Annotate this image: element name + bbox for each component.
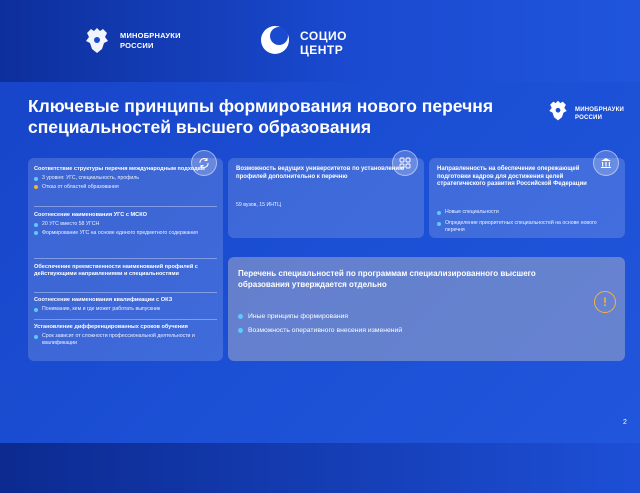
socio-name-line2: ЦЕНТР xyxy=(300,42,344,57)
divider xyxy=(34,319,217,320)
list-item: Определение приоритетных специальностей на основе нового перечня xyxy=(437,220,617,233)
slide-logo-line2: РОССИИ xyxy=(575,114,603,121)
card-title: Направленность на обеспечение опережающей подготовки кадров для достижения целей стратегического развития Российской Федерации xyxy=(437,166,587,187)
double-headed-eagle-icon xyxy=(82,24,112,58)
section-title: Обеспечение преемственности наименований профилей с действующими направлениями и специальностями xyxy=(34,264,198,277)
double-headed-eagle-icon xyxy=(547,98,569,129)
ministry-logo xyxy=(82,24,181,58)
section-okz xyxy=(34,297,219,313)
list-item: Новые специальности xyxy=(437,209,499,216)
list-item: Иные принципы формирования xyxy=(238,313,348,320)
section-title: Соотнесение наименования квалификации с ОКЗ xyxy=(34,297,173,303)
socio-name-line1: СОЦИО xyxy=(300,28,347,43)
ministry-name-line1: МИНОБРНАУКИ xyxy=(120,31,181,40)
list-item: Срок зависит от сложности профессиональной деятельности и квалификации xyxy=(34,333,219,346)
divider xyxy=(34,258,217,259)
section-continuity xyxy=(34,264,219,278)
card-title: Перечень специальностей по программам специализированного высшего образования утверждается отдельно xyxy=(238,269,536,289)
list-item: Отказ от областей образования xyxy=(34,184,219,191)
presentation-slide xyxy=(0,82,640,443)
list-item: Возможность оперативного внесения изменений xyxy=(238,327,402,334)
divider xyxy=(34,206,217,207)
slide-logo-line1: МИНОБРНАУКИ xyxy=(575,106,624,113)
page-number: 2 xyxy=(623,419,627,426)
section-terms xyxy=(34,324,219,346)
specialized-list-card xyxy=(228,257,625,361)
socio-center-logo xyxy=(258,24,347,61)
slide-title: Ключевые принципы формирования нового перечня специальностей высшего образования xyxy=(28,96,494,137)
list-item: 20 УГС вместо 58 УГСН xyxy=(34,221,219,228)
list-item: 3 уровня: УГС, специальность, профиль xyxy=(34,175,219,182)
divider xyxy=(34,292,217,293)
section-isced xyxy=(34,212,219,236)
section-title: Установление дифференцированных сроков обучения xyxy=(34,324,188,330)
principles-card xyxy=(28,158,223,361)
card-title: Возможность ведущих университетов по установлению профилей дополнительно к перечню xyxy=(236,166,405,180)
warning-icon: ! xyxy=(594,291,616,313)
section-title: Соответствие структуры перечня международным подходам xyxy=(34,166,205,172)
universities-card xyxy=(228,158,424,238)
card-subtitle: 59 вузов, 15 ИНТЦ xyxy=(236,202,281,208)
list-item: Формирование УГС на основе единого предметного содержания xyxy=(34,230,219,237)
strategic-card xyxy=(429,158,625,238)
socio-center-logo-icon xyxy=(258,24,292,61)
section-international xyxy=(34,166,219,190)
bottom-banner xyxy=(0,443,640,493)
list-item: Понимание, кем и где может работать выпускник xyxy=(34,306,219,313)
slide-ministry-logo xyxy=(547,98,624,129)
section-title: Соотнесение наименования УГС с МСКО xyxy=(34,212,147,218)
ministry-name-line2: РОССИИ xyxy=(120,41,154,50)
